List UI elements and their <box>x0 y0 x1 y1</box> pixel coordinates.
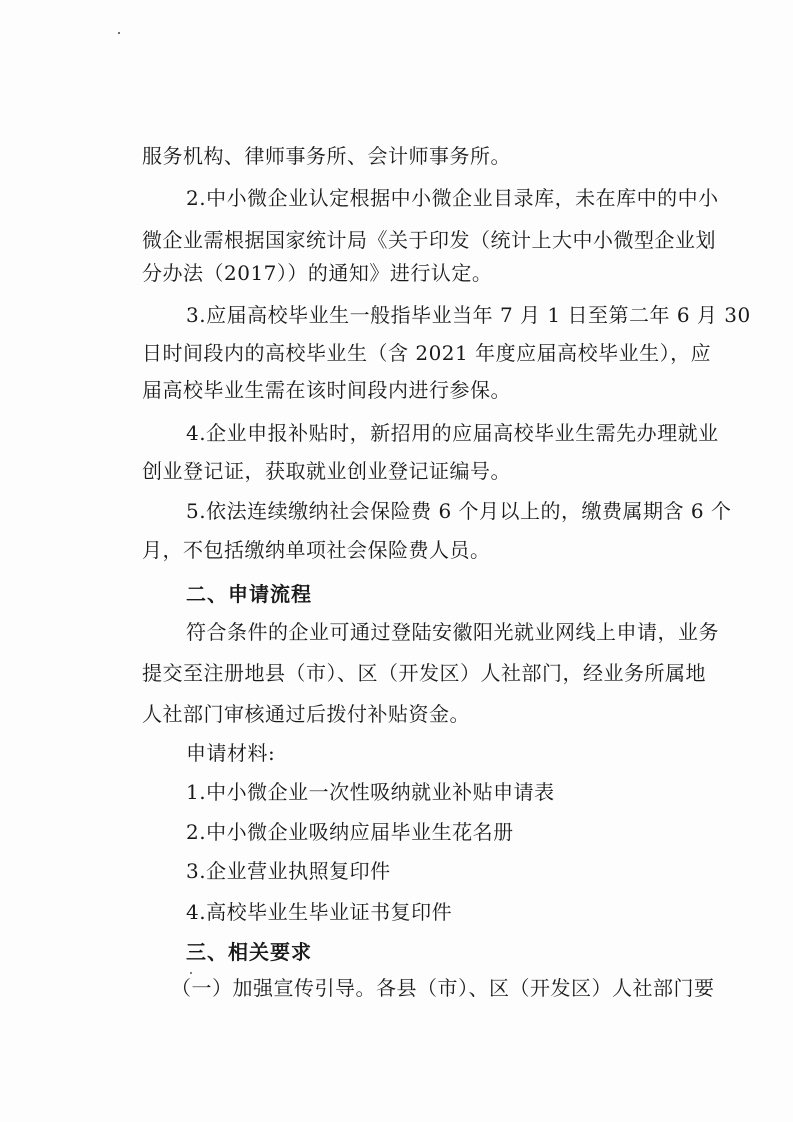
paragraph-line: 人社部门审核通过后拨付补贴资金。 <box>142 702 470 726</box>
paragraph-line: 4.企业申报补贴时，新招用的应届高校毕业生需先办理就业 <box>186 421 719 445</box>
paragraph-line: 分办法（2017））的通知》进行认定。 <box>142 261 493 285</box>
paragraph-line: 提交至注册地县（市）、区（开发区）人社部门，经业务所属地 <box>142 661 706 685</box>
paragraph-line: 5.依法连续缴纳社会保险费 6 个月以上的，缴费属期含 6 个 <box>186 499 732 523</box>
paragraph-line: 届高校毕业生需在该时间段内进行参保。 <box>142 378 511 402</box>
scan-speck <box>118 32 120 34</box>
paragraph-line: 月，不包括缴纳单项社会保险费人员。 <box>142 538 491 562</box>
material-item: 3.企业营业执照复印件 <box>186 859 391 883</box>
paragraph-line: 3.应届高校毕业生一般指毕业当年 7 月 1 日至第二年 6 月 30 <box>186 303 751 327</box>
paragraph-line: 2.中小微企业认定根据中小微企业目录库，未在库中的中小 <box>186 186 719 210</box>
paragraph-line: 符合条件的企业可通过登陆安徽阳光就业网线上申请，业务 <box>186 620 719 644</box>
paragraph-line: 日时间段内的高校毕业生（含 2021 年度应届高校毕业生），应 <box>142 341 712 365</box>
material-item: 2.中小微企业吸纳应届毕业生花名册 <box>186 820 514 844</box>
scan-speck <box>190 972 192 974</box>
materials-label: 申请材料: <box>186 741 276 765</box>
paragraph-line: 创业登记证，获取就业创业登记证编号。 <box>142 459 511 483</box>
paragraph-line: 服务机构、律师事务所、会计师事务所。 <box>142 144 511 168</box>
section-heading: 三、相关要求 <box>186 940 312 964</box>
material-item: 4.高校毕业生毕业证书复印件 <box>186 900 453 924</box>
material-item: 1.中小微企业一次性吸纳就业补贴申请表 <box>186 780 555 804</box>
section-heading: 二、申请流程 <box>186 582 312 606</box>
paragraph-line: 微企业需根据国家统计局《关于印发（统计上大中小微型企业划 <box>142 228 716 252</box>
paragraph-line: （一）加强宣传引导。各县（市）、区（开发区）人社部门要 <box>171 976 715 1000</box>
